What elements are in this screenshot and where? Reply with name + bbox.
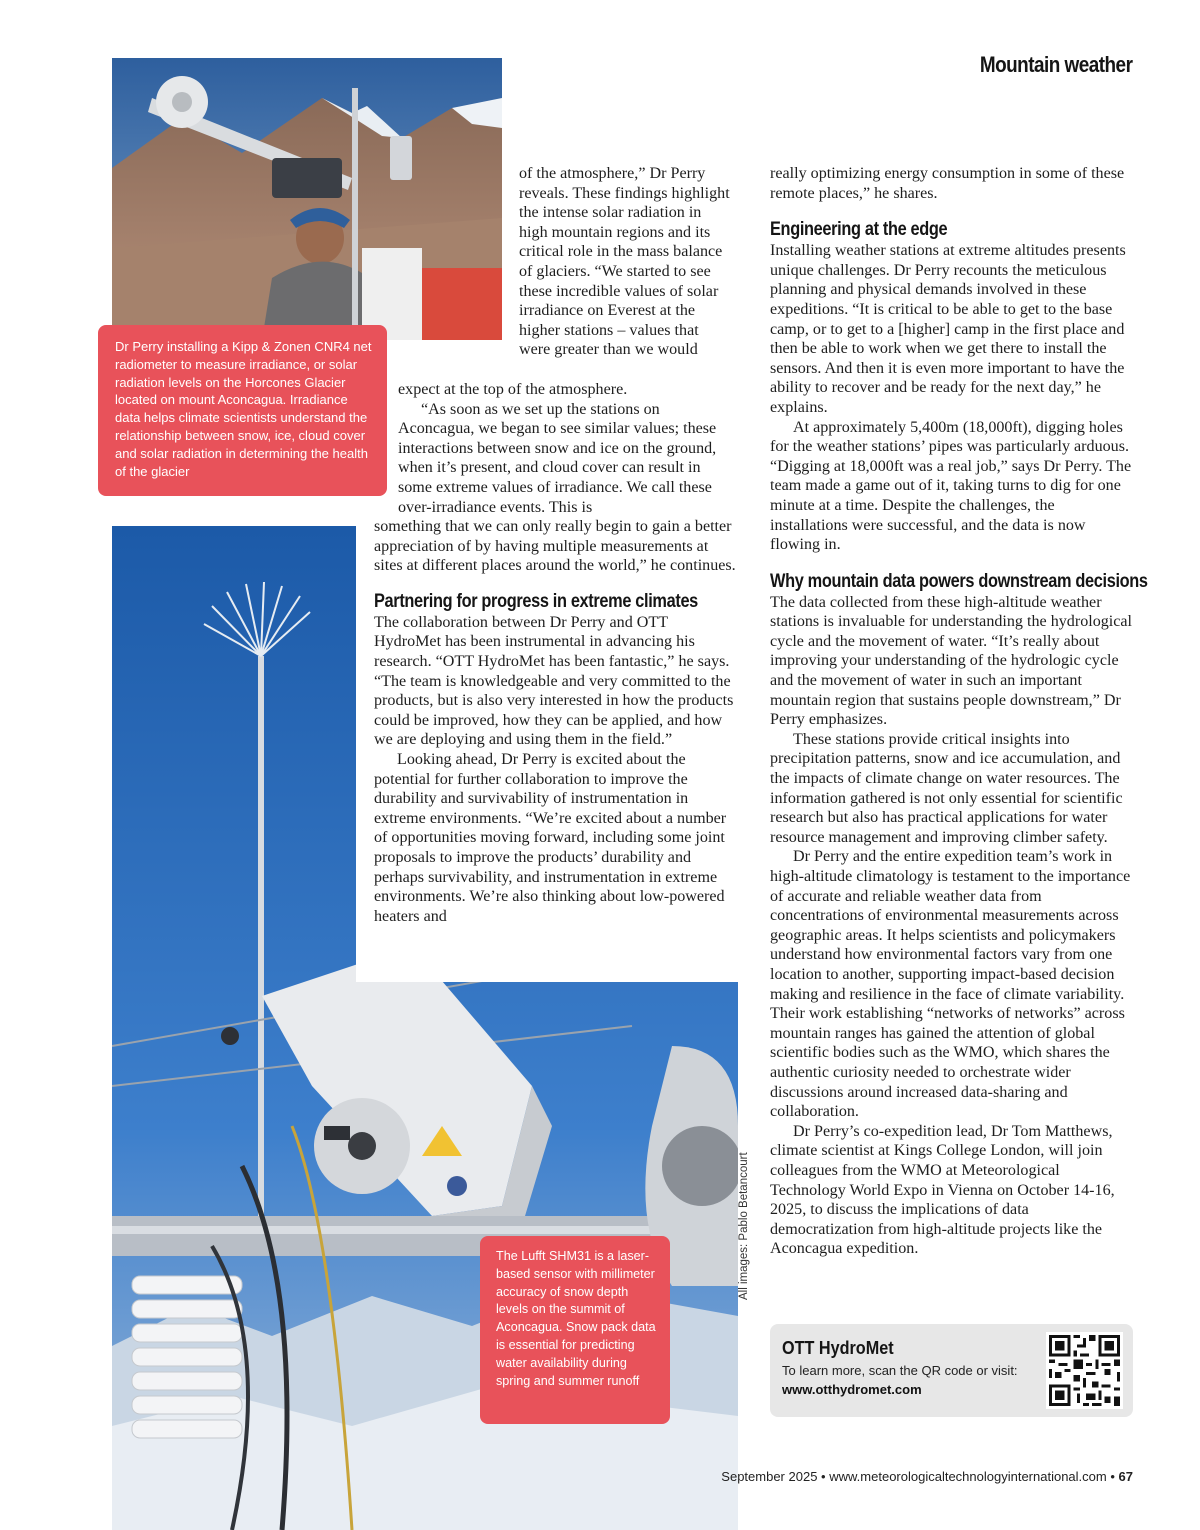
promo-text: To learn more, scan the QR code or visit:: [782, 1363, 1018, 1378]
paragraph: The data collected from these high-altitude weather stations is invaluable for understanding the hydrological cycle and the movement of water. “It’s really about improving your understanding of the hydrologic cycle and the movement of water in such an important mountain region that sustains people downstream,” Dr Perry emphasizes.: [770, 593, 1133, 729]
heading-downstream: Why mountain data powers downstream decisions: [770, 570, 1148, 592]
paragraph: Dr Perry and the entire expedition team’s work in high-altitude climatology is testament to the importance of accurate and reliable weather data from concentrations of environmental measurements across geographic areas. It helps scientists and policymakers understand how environmental factors vary from one location to another, supporting impact-based decision making and resilience in the face of climate variability. Their work establishing “networks of networks” across mountain ranges has gained the attention of global scientific bodies such as the WMO, which shares the authentic curiosity needed to orchestrate wider discussions around increased data-sharing and collaboration.: [770, 848, 1131, 1121]
paragraph: really optimizing energy consumption in some of these remote places,” he shares.: [770, 165, 1125, 202]
caption-radiometer: Dr Perry installing a Kipp & Zonen CNR4 net radiometer to measure irradiance, or solar radiation levels on the Horcones Glacier located on mount Aconcagua. Irradiance data helps climate scientists understand the relationship between snow, ice, cloud cover and solar radiation in determining the health of the glacier: [98, 325, 387, 496]
paragraph: The collaboration between Dr Perry and OTT HydroMet has been instrumental in advancing his research. “OTT HydroMet has been fantastic,” he says. “The team is knowledgeable and very committed to the products, but is also very interested in how the products could be improved, how they can be applied, and how we are deploying and using them in the field.”: [374, 613, 734, 749]
page-footer: [721, 1469, 1133, 1484]
qr-code-icon[interactable]: [1046, 1332, 1123, 1409]
paragraph: These stations provide critical insights into precipitation patterns, snow and ice accumulation, and the impacts of climate change on water resources. The information gathered is not only essential for scientific research but also has practical applications for water resource management and improving climber safety.: [770, 730, 1123, 846]
article-column-right: [770, 164, 1148, 1259]
website-link[interactable]: www.meteorologicaltechnologyinternational.com: [829, 1469, 1107, 1484]
promo-brand: OTT HydroMet: [782, 1338, 894, 1358]
paragraph: expect at the top of the atmosphere.: [398, 381, 628, 398]
section-title: Mountain weather: [979, 52, 1132, 77]
heading-engineering: Engineering at the edge: [770, 219, 948, 241]
heading-partnering: Partnering for progress in extreme climates: [374, 590, 698, 612]
footer-separator: •: [1110, 1469, 1115, 1484]
paragraph: At approximately 5,400m (18,000ft), digging holes for the weather stations’ pipes was particularly arduous. “Digging at 18,000ft was a real job,” says Dr Perry. The team made a game out of it, taking turns to dig for one minute at a time. Despite the challenges, the installations were successful, and the data is now flowing in.: [770, 418, 1132, 554]
paragraph: of the atmosphere,” Dr Perry reveals. These findings highlight the intense solar radiation in high mountain regions and its critical role in the mass balance of glaciers. “We started to see these incredible values of solar irradiance on Everest at the higher stations – values that were greater than we would: [519, 165, 730, 359]
photo-radiometer-installation: [112, 58, 502, 340]
paragraph: Dr Perry’s co-expedition lead, Dr Tom Matthews, climate scientist at Kings College London, will join colleagues from the WMO at Meteorological Technology World Expo in Vienna on October 14-16, 2025, to discuss the implications of data democratization from high-altitude projects like the Aconcagua expedition.: [770, 1122, 1115, 1258]
paragraph: something that we can only really begin to gain a better appreciation of by having multiple measurements at sites at different places around the world,” he continues.: [374, 518, 736, 575]
photo-credit: All images: Pablo Betancourt: [738, 1152, 750, 1300]
page-number: 67: [1118, 1469, 1133, 1484]
caption-snow-sensor: The Lufft SHM31 is a laser-based sensor with millimeter accuracy of snow depth levels on the summit of Aconcagua. Snow pack data is essential for predicting water availability during spring and summer runoff: [480, 1236, 670, 1424]
issue-date: September 2025: [721, 1469, 818, 1484]
footer-separator: •: [821, 1469, 826, 1484]
paragraph: Installing weather stations at extreme altitudes presents unique challenges. Dr Perry recounts the meticulous planning and physical demands involved in these expeditions. “It is critical to be able to get to the base camp, or to get to a [higher] camp in the first place and then be able to work when we get there to install the sensors. And then it is even more important to have the ability to recover and be ready for the next day,” he explains.: [770, 242, 1126, 416]
article-column-left: [374, 517, 738, 926]
article-column-left-top: [519, 164, 733, 360]
promo-link[interactable]: www.otthydromet.com: [782, 1382, 922, 1397]
paragraph: “As soon as we set up the stations on Aconcagua, we began to see similar values; these interactions between snow and ice on the ground, when it’s present, and cloud cover can result in some extreme values of irradiance. We call these over-irradiance events. This is: [398, 400, 717, 516]
paragraph: Looking ahead, Dr Perry is excited about the potential for further collaboration to improve the durability and survivability of instrumentation in extreme environments. “We’re excited about a number of opportunities moving forward, including some joint proposals to improve the products’ durability and perhaps survivability, and instrumentation in extreme environments. We’re also thinking about low-powered heaters and: [374, 750, 727, 925]
promo-box: [770, 1324, 1133, 1417]
article-column-left-mid: [398, 380, 738, 517]
